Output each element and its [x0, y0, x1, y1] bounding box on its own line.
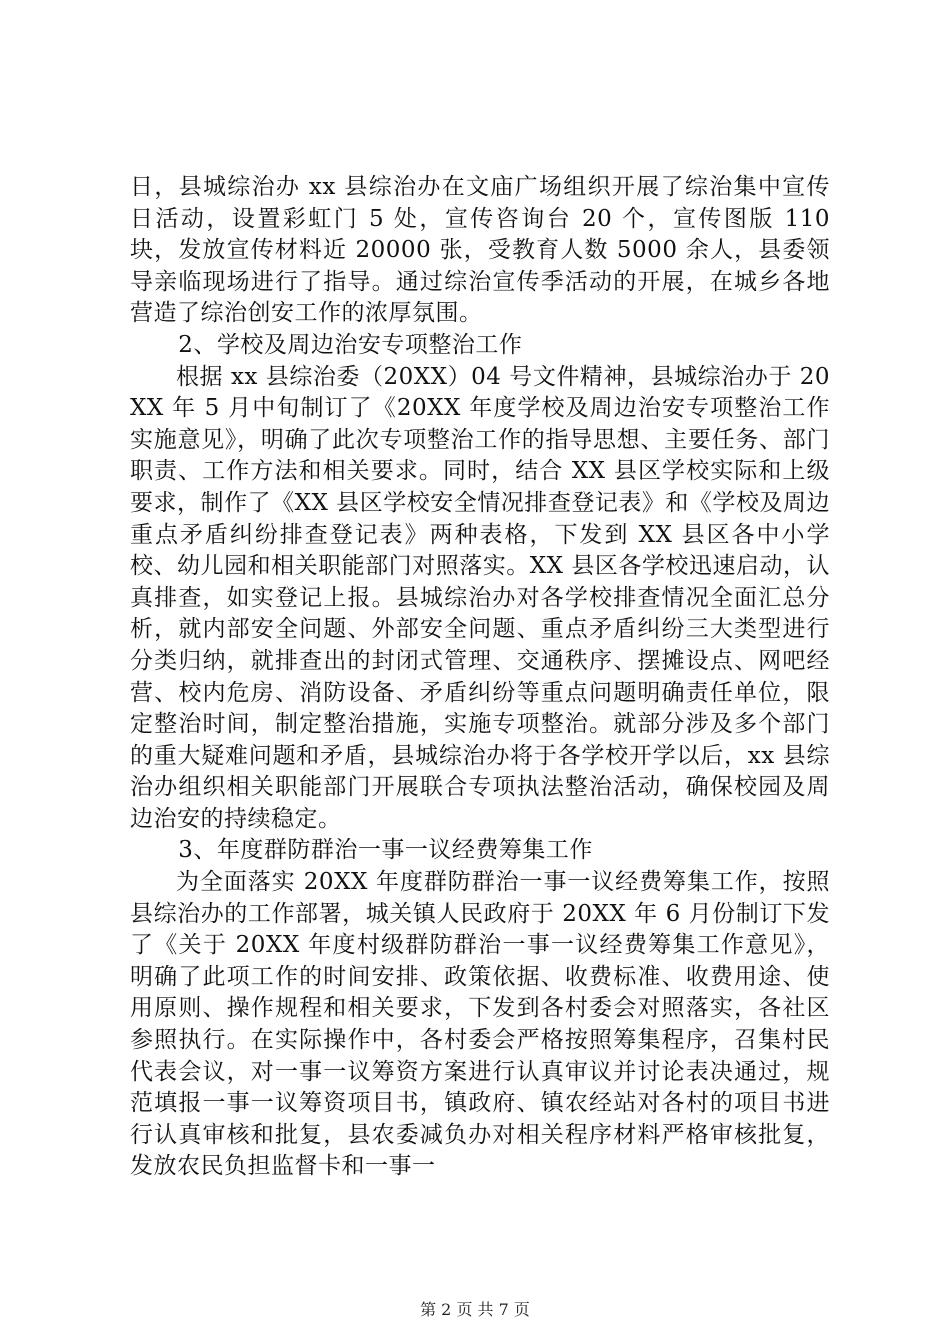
body-paragraph-2: 根据 xx 县综治委（20XX）04 号文件精神，县城综治办于 20XX 年 5 月中旬制订了《20XX 年度学校及周边治安专项整治工作实施意见》，明确了此次专项整治工作的指导思想、主要任务、部门职责、工作方法和相关要求。同时，结合 XX 县区学校实际和上级要求，制作了《XX 县区学校安全情况排查登记表》和《学校及周边重点矛盾纠纷排查登记表》两种表格，下发到 XX 县区各中小学校、幼儿园和相关职能部门对照落实。XX 县区各学校迅速启动，认真排查，如实登记上报。县城综治办对各学校排查情况全面汇总分析，就内部安全问题、外部安全问题、重点矛盾纠纷三大类型进行分类归纳，就排查出的封闭式管理、交通秩序、摆摊设点、网吧经营、校内危房、消防设备、矛盾纠纷等重点问题明确责任单位，限定整治时间，制定整治措施，实施专项整治。就部分涉及多个部门的重大疑难问题和矛盾，县城综治办将于各学校开学以后，xx 县综治办组织相关职能部门开展联合专项执法整治活动，确保校园及周边治安的持续稳定。: [130, 363, 830, 832]
document-page: [130, 172, 830, 1183]
section-heading-3: 3、年度群防群治一事一议经费筹集工作: [178, 837, 593, 864]
section-heading-2: 2、学校及周边治安专项整治工作: [178, 331, 523, 358]
body-paragraph-3: 为全面落实 20XX 年度群防群治一事一议经费筹集工作，按照县综治办的工作部署，城关镇人民政府于 20XX 年 6 月份制订下发了《关于 20XX 年度村级群防群治一事一议经费筹集工作意见》，明确了此项工作的时间安排、政策依据、收费标准、收费用途、使用原则、操作规程和相关要求，下发到各村委会对照落实，各社区参照执行。在实际操作中，各村委会严格按照筹集程序，召集村民代表会议，对一事一议筹资方案进行认真审议并讨论表决通过，规范填报一事一议筹资项目书，镇政府、镇农经站对各村的项目书进行认真审核和批复，县农委减负办对相关程序材料严格审核批复，发放农民负担监督卡和一事一: [130, 869, 830, 1180]
body-paragraph-1: 日，县城综治办 xx 县综治办在文庙广场组织开展了综治集中宣传日活动，设置彩虹门 5 处，宣传咨询台 20 个，宣传图版 110 块，发放宣传材料近 20000 张，受教育人数 5000 余人，县委领导亲临现场进行了指导。通过综治宣传季活动的开展，在城乡各地营造了综治创安工作的浓厚氛围。: [130, 174, 830, 327]
page-number-footer: 第 2 页 共 7 页: [420, 1300, 530, 1319]
